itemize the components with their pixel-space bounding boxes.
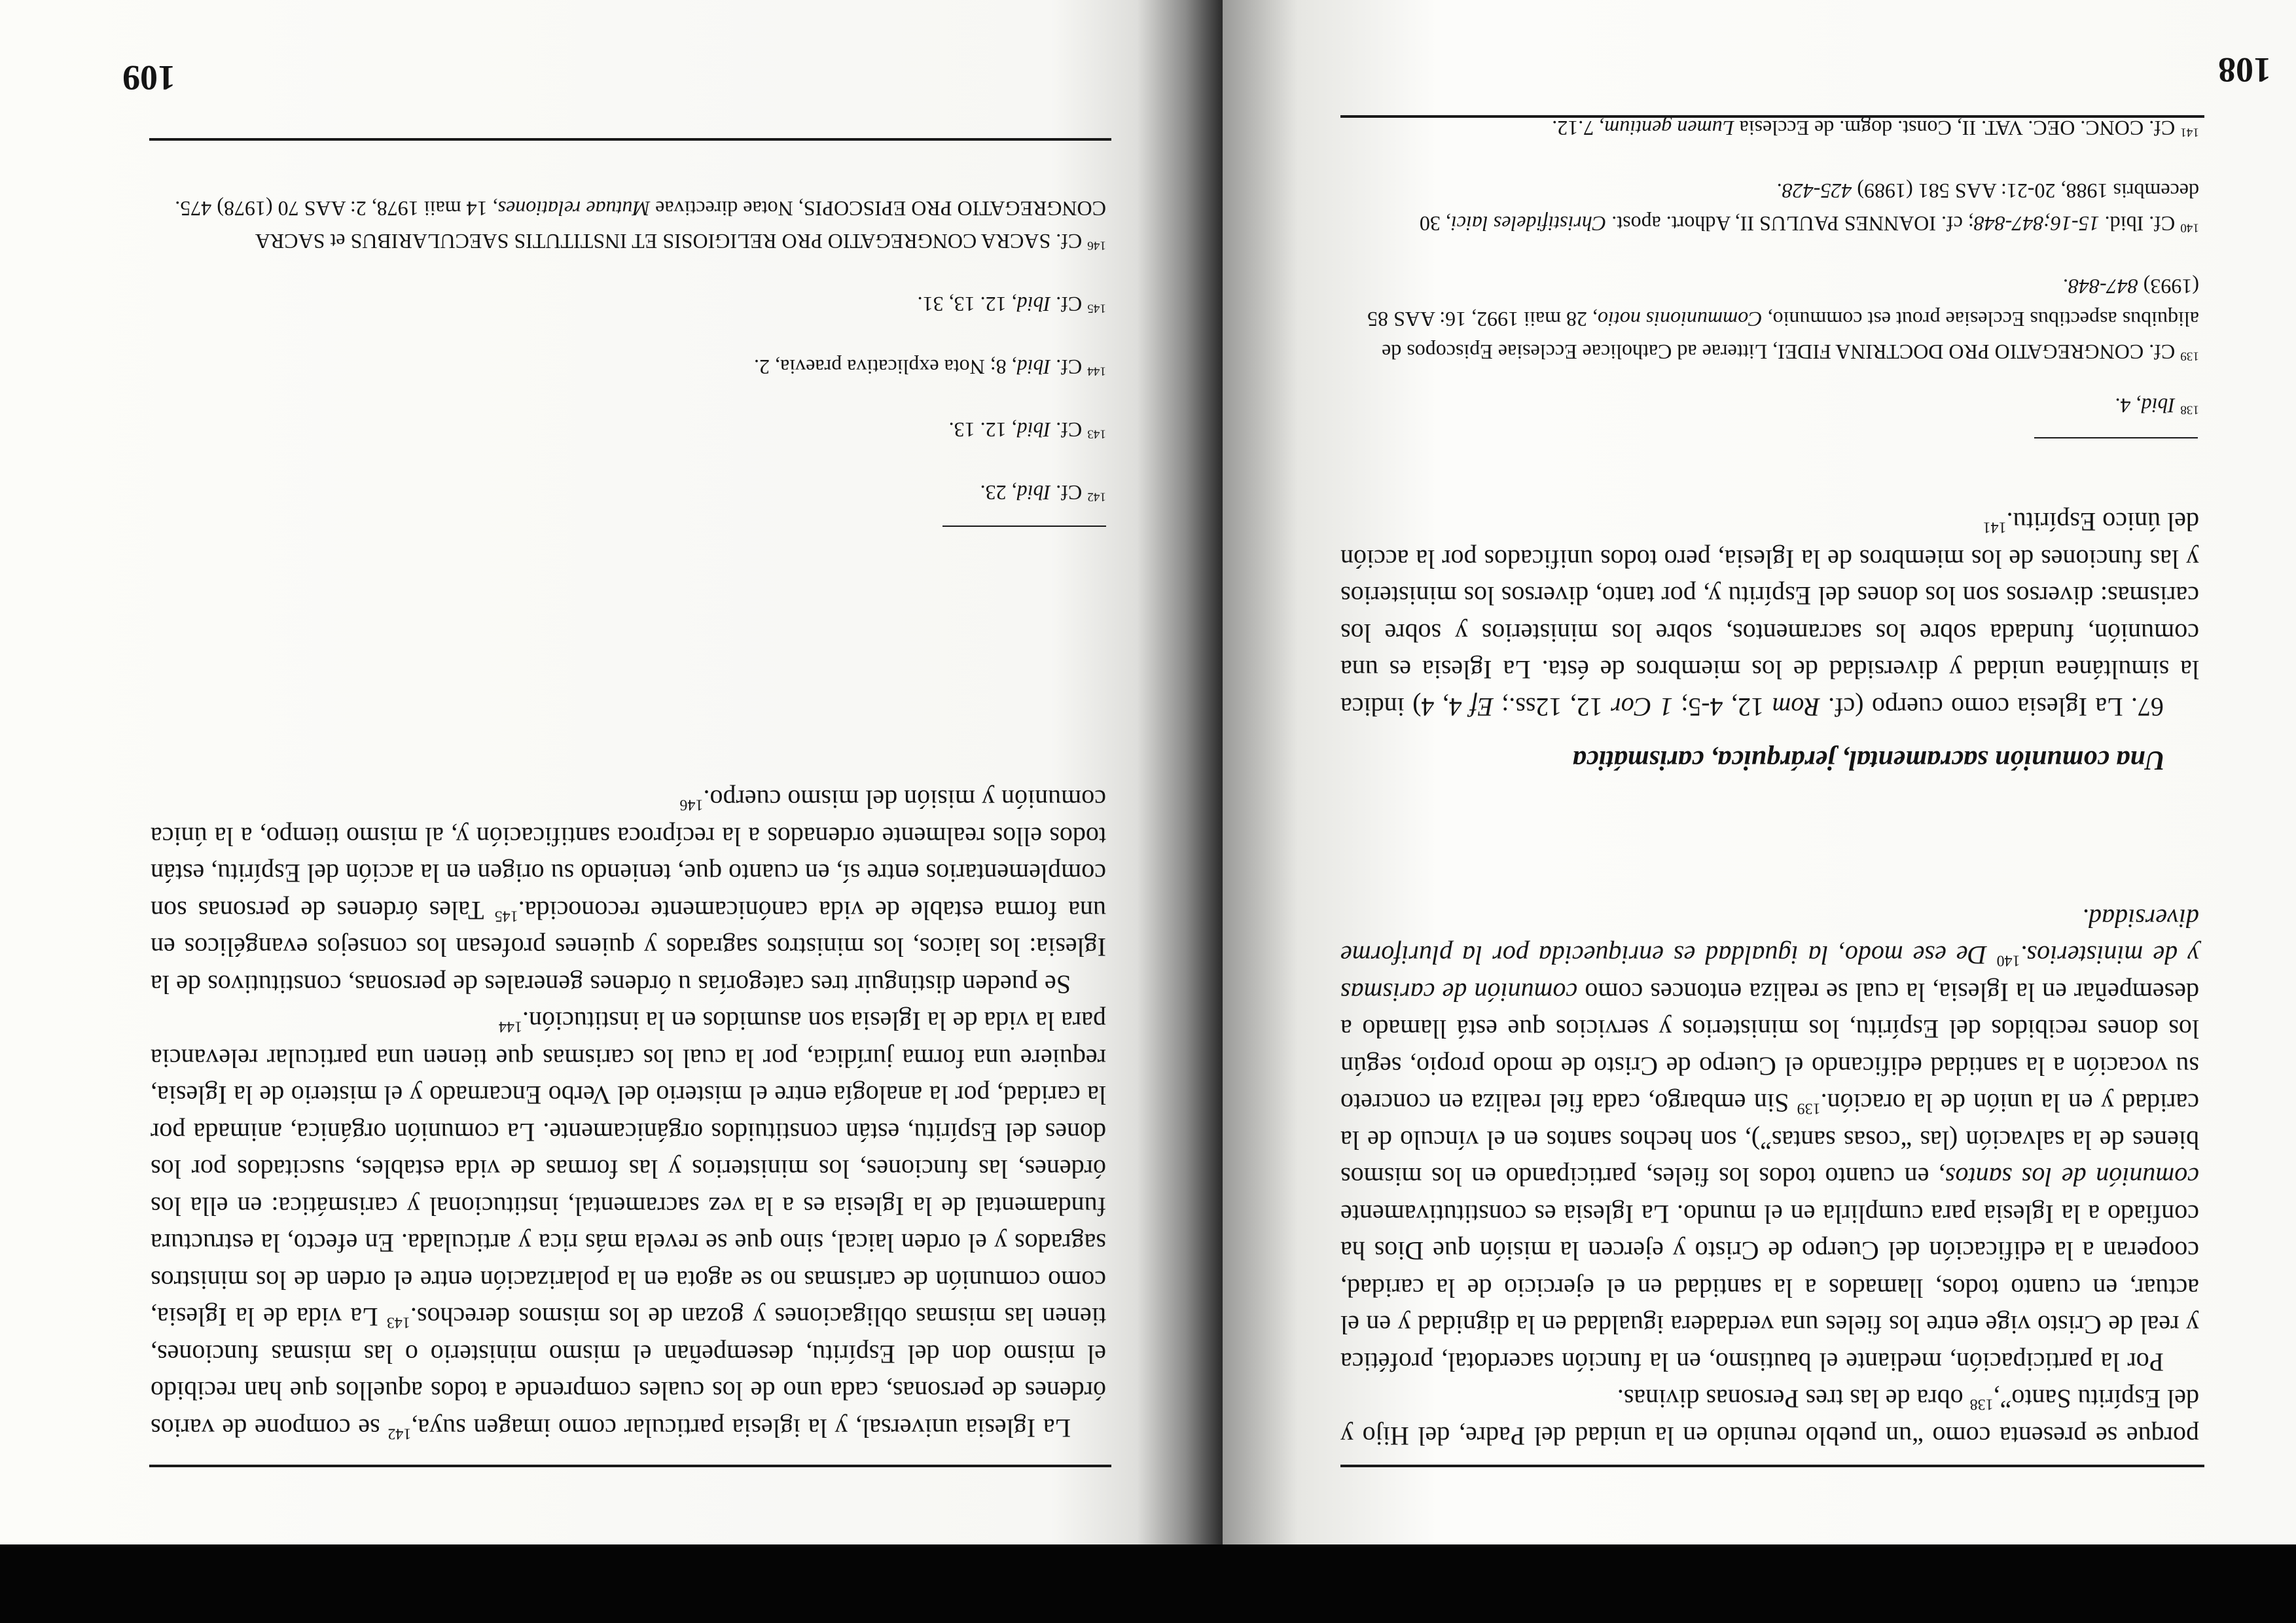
paragraph-tres-categorias: Se pueden distinguir tres categorías u órdenes generales de personas, constitutivos de la Iglesia: los laicos, los ministros sagrados y quienes profesan los consejos evangélicos en una forma estable de vida canónicamente reconocida.$^{145}$ Tales órdenes de personas son complementarios entre sí, en cuanto que, teniendo su origen en la acción del Espíritu, están todos ellos realmente ordenados a la recíproca santificación y, al mismo tiempo, a la única comunión y misión del mismo cuerpo.$^{146}$ bbox=[150, 785, 1106, 999]
footnote-142: $^{142}$ Cf. Ibid, 23. bbox=[980, 481, 1106, 505]
page-108-footnotes bbox=[1340, 82, 2199, 422]
footnote-140: $^{140}$ Cf. Ibid. 15-16;847-848; cf. IOANNES PAULUS II, Adhort. apost. Christifideles laici, 30 decembris 1988, 20-21: AAS 581 (1989) 425-428. bbox=[1419, 179, 2199, 236]
footnote-144: $^{144}$ Cf. Ibid, 8; Nota explicativa praevia, 2. bbox=[754, 355, 1106, 379]
section-heading: Una comunión sacramental, jerárquica, carismática bbox=[1572, 745, 2165, 775]
footnote-145: $^{145}$ Cf. Ibid, 12. 13, 31. bbox=[917, 293, 1106, 316]
page-number: 109 bbox=[122, 58, 175, 98]
page-108-body-2 bbox=[1340, 503, 2199, 725]
header-rule bbox=[1340, 115, 2204, 118]
paragraph-67: 67. La Iglesia como cuerpo (cf. Rom 12, 4-5; 1 Cor 12, 12ss.; Ef 4, 4) indica la simultánea unidad y diversidad de los miembros de ésta. La Iglesia es una comunión, fundada sobre los sacramentos, sobre los ministerios y sobre los carismas: diversos son los dones del Espíritu y, por tanto, diversos los ministerios y las funciones de los miembros de la Iglesia, pero todos unificados por la acción del único Espíritu.$^{141}$ bbox=[1340, 507, 2199, 722]
footnote-146: $^{146}$ Cf. SACRA CONGREGATIO PRO RELIGIOSIS ET INSTITUTIS SAECULARIBUS et SACRA CONGREGATIO PRO EPISCOPIS, Notae directivae Mutuae relationes, 14 maii 1978, 2: AAS 70 (1978) 475. bbox=[175, 197, 1106, 253]
footnote-separator bbox=[942, 526, 1106, 527]
page-108-body bbox=[1340, 900, 2199, 1455]
paragraph-iglesia-universal: La Iglesia universal, y la iglesia particular como imagen suya,$^{142}$ se compone de varios órdenes de personas, cada uno de los cuales comprende a todos aquellos que han recibido el mismo don del Espíritu, desempeñan el mismo ministerio o las mismas funciones, tienen las mismas obligaciones y gozan de los mismos derechos.$^{143}$ La vida de la Iglesia, como comunión de carismas no se agota en la polarización entre el orden de los ministros sagrados y el orden laical, sino que se revela más rica y articulada. En efecto, la estructura fundamental de la Iglesia es a la vez sacramental, institucional y carismática: en ella los órdenes, las funciones, los ministerios y las formas de vida estables, suscitados por los dones del Espíritu, están constituidos orgánicamente. La comunión orgánica, animada por la caridad, por la analogía entre el misterio del Verbo Encarnado y el misterio de la Iglesia, requiere una forma jurídica, por la cual los carismas que tienen una particular relevancia para la vida de la Iglesia son asumidos en la institución.$^{144}$ bbox=[150, 1007, 1106, 1443]
page-109-footnotes bbox=[151, 162, 1106, 509]
paragraph-participacion: Por la participación, mediante el bautismo, en la función sacerdotal, profética y real de Cristo vige entre los fieles una verdadera igualdad en la dignidad y en el actuar, en cuanto todos, llamados a la santidad en el ejercicio de la caridad, cooperan a la edificación del Cuerpo de Cristo y ejercen la misión que Dios ha confiado a la Iglesia para cumplirla en el mundo. La Iglesia es constitutivamente comunión de los santos, en cuanto todos los fieles, participando en los mismos bienes de la salvación (las “cosas santas”), son hechos santos en el vínculo de la caridad y en la unión de la oración.$^{139}$ Sin embargo, cada fiel realiza en concreto su vocación a la santidad edificando el Cuerpo de Cristo de modo propio, según los dones recibidos del Espíritu, los ministerios y servicios que está llamado a desempeñar en la Iglesia, la cual se realiza entonces como comunión de carismas y de ministerios.$^{140}$ De ese modo, la igualdad es enriquecida por la pluriforme diversidad. bbox=[1340, 904, 2199, 1377]
footnote-139: $^{139}$ Cf. CONGREGATIO PRO DOCTRINA FIDEI, Litterae ad Catholicae Ecclesiae Episcopos de aliquibus aspectibus Ecclesiae prout est communio, Communionis notio, 28 maii 1992, 16: AAS 85 (1993) 847-848. bbox=[1367, 275, 2199, 364]
page-109-body bbox=[151, 781, 1106, 1446]
scanner-bed-edge bbox=[0, 1544, 2296, 1623]
footnote-143: $^{143}$ Cf. Ibid, 12. 13. bbox=[948, 418, 1106, 442]
header-rule bbox=[149, 138, 1111, 141]
paragraph-continuation: porque se presenta como “un pueblo reunido en la unidad del Padre, del Hijo y del Espíritu Santo”,$^{138}$ obra de las tres Personas divinas. bbox=[1340, 1384, 2199, 1451]
top-rule bbox=[1340, 1465, 2204, 1467]
top-rule bbox=[149, 1465, 1111, 1467]
footnote-separator bbox=[2034, 437, 2198, 438]
footnote-141: $^{141}$ Cf. CONC. OEC. VAT. II, Const. dogm. de Ecclesia Lumen gentium, 7.12. bbox=[1552, 116, 2199, 140]
footnote-138: $^{138}$ Ibid, 4. bbox=[2115, 394, 2199, 418]
page-108 bbox=[1223, 0, 2296, 1544]
page-number: 108 bbox=[2218, 50, 2271, 90]
